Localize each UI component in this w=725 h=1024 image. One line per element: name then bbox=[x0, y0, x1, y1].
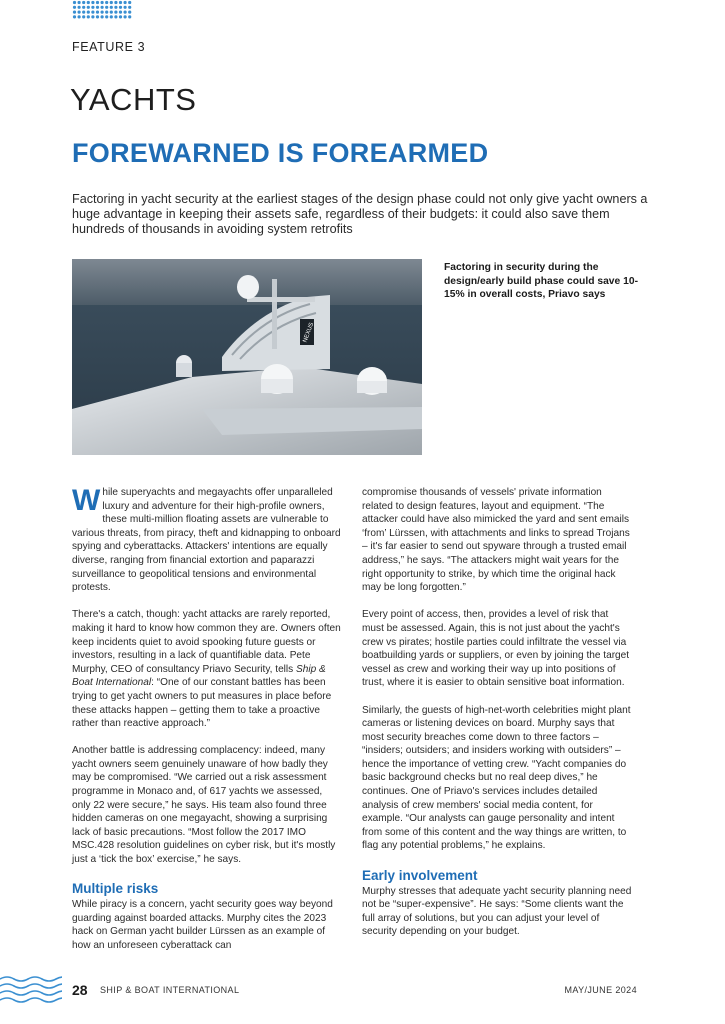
headline: FOREWARNED IS FOREARMED bbox=[72, 138, 489, 168]
paragraph-5: compromise thousands of vessels' private information related to design features, layout and equipment. “The attacker could have also mimicked the yard and sent emails ‘from’ Lürssen, with attachments and links to spread Trojans – it's far easier to send out spyware through a trusted email address,” he says. “The attackers might wait years for the right opportunity to strike, by which time the original hack may be long forgotten.” bbox=[362, 487, 630, 594]
paragraph-1: While superyachts and megayachts offer unparalleled luxury and adventure for their high-profile owners, these multi-million floating assets are vulnerable to various threats, from piracy, theft and kidnapping to onboard spying and cyberattacks. Attackers' intentions are equally diverse, ranging from financial extortion and paparazzi surveillance to geopolitical tensions and environmental protests. bbox=[72, 484, 341, 594]
section-label: FEATURE 3 bbox=[72, 40, 146, 54]
dot-pattern-decoration bbox=[72, 0, 134, 22]
article-column-2 bbox=[362, 486, 632, 953]
kicker-title: YACHTS bbox=[70, 82, 197, 117]
paragraph-8: Murphy stresses that adequate yacht security planning need not be “super-expensive”. He says: “Some clients want the full array of solutions, but you can adjust your level of security depending on your budget. bbox=[362, 885, 632, 938]
article-column-1 bbox=[72, 486, 342, 966]
paragraph-3: Another battle is addressing complacency: indeed, many yacht owners seem genuinely unaware of how badly they may be compromised. “We carried out a risk assessment programme in Monaco and, of 617 yachts we assessed, only 22 were secure,” he says. His team also found three hidden cameras on one megayacht, showing a surprising lack of basic precautions. “Most follow the 2017 IMO MSC.428 resolution guidelines on cyber risk, but it's mostly just a ‘tick the box’ exercise,” he says. bbox=[72, 745, 336, 866]
yacht-photo bbox=[72, 259, 422, 455]
drop-cap: W bbox=[72, 484, 101, 517]
paragraph-6: Every point of access, then, provides a level of risk that must be assessed. Again, this is not just about the yacht's crew vs pirates; hostile parties could infiltrate the vessel via boatbuilding yards or suppliers, or even by joining the target vessel as crew and working their way up into positions of trust, where it is easier to obtain sensitive boat information. bbox=[362, 609, 630, 689]
magazine-name: SHIP & BOAT INTERNATIONAL bbox=[100, 985, 240, 995]
issue-date: MAY/JUNE 2024 bbox=[564, 985, 637, 995]
paragraph-2: There's a catch, though: yacht attacks are rarely reported, making it hard to know how common they are. Owners often keep incidents quiet to avoid spooking future guests or investors, resulting in a lack of quantifiable data. Pete Murphy, CEO of consultancy Priavo Security, tells Ship & Boat International: “One of our constant battles has been trying to get yacht owners to put measures in place before these attacks happen – getting them to take a proactive rather than reactive approach.” bbox=[72, 609, 341, 730]
flag-text: NEXUS bbox=[302, 321, 316, 344]
paragraph-4: While piracy is a concern, yacht security goes way beyond guarding against boarded attacks. Murphy cites the 2023 hack on German yacht builder Lürssen as an example of how an unforeseen cyberattack can bbox=[72, 899, 333, 951]
wave-decoration bbox=[0, 975, 62, 1005]
photo-caption: Factoring in security during the design/early build phase could save 10-15% in overall costs, Priavo says bbox=[444, 262, 638, 301]
subhead-multiple-risks: Multiple risks bbox=[72, 881, 159, 897]
page-number: 28 bbox=[72, 982, 88, 998]
subhead-early-involvement: Early involvement bbox=[362, 867, 478, 883]
paragraph-7: Similarly, the guests of high-net-worth celebrities might plant cameras or listening devices on board. Murphy says that most security breaches come down to three factors – “insiders; outsiders; and insiders working with outsiders” – hence the importance of vetting crew. “Yacht companies do basic background checks but no real deep dives,” he continues. One of Priavo's services includes detailed analysis of crew members' social media content, for example. “Our analysts can gauge personality and intent from some of this content and the way things are written, to flag any potential problems,” he explains. bbox=[362, 704, 631, 852]
standfirst: Factoring in yacht security at the earliest stages of the design phase could not only give yacht owners a huge advantage in keeping their assets safe, regardless of their budgets: it could also save them hundreds of thousands in avoiding system retrofits bbox=[72, 192, 648, 236]
